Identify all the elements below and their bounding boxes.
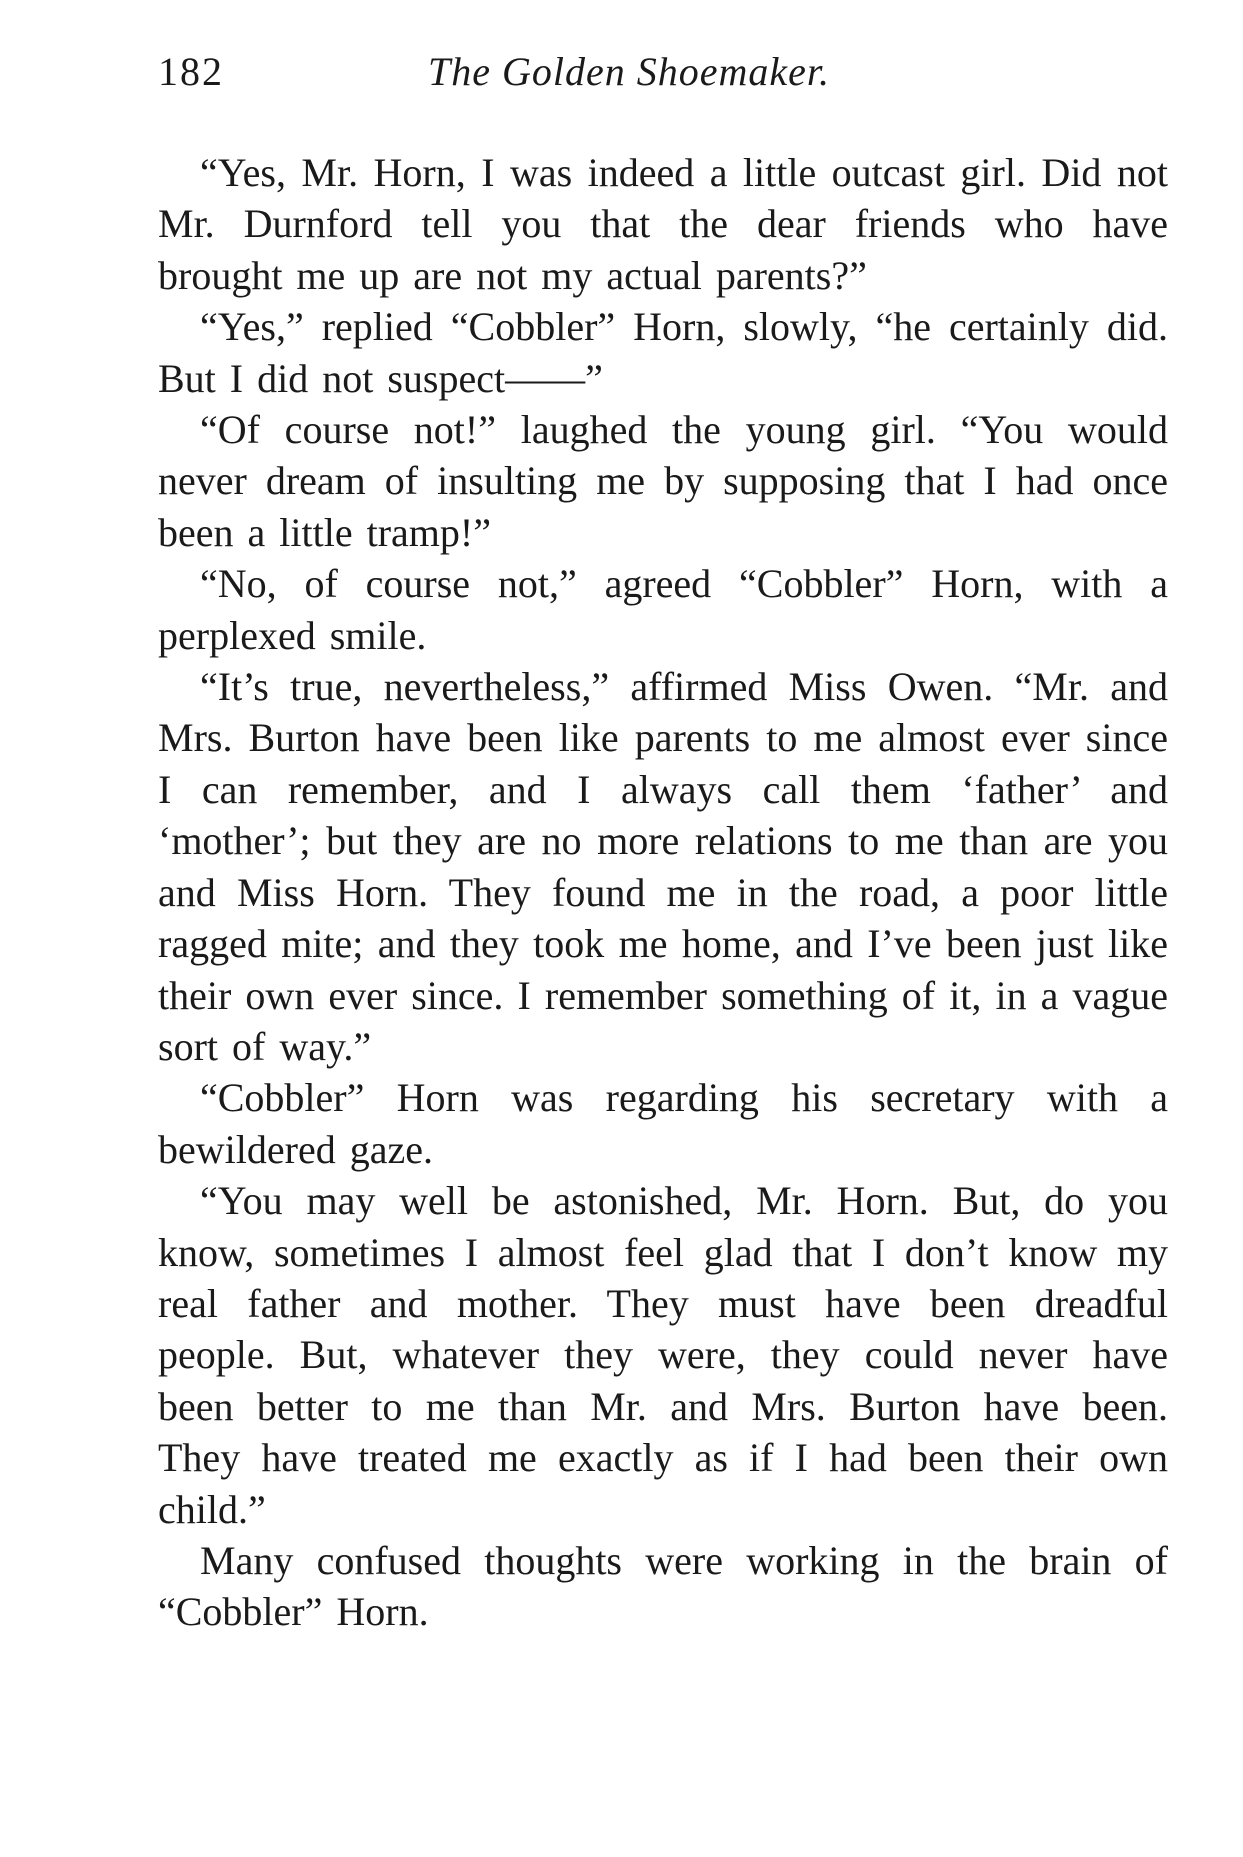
page-header — [158, 48, 1158, 108]
running-title: The Golden Shoemaker. — [428, 49, 831, 94]
paragraph: “It’s true, nevertheless,” affirmed Miss Owen. “Mr. and Mrs. Burton have been like parents to me almost ever since I can remember, and I always call them ‘father’ and ‘mother’; but they are no more relations to me than are you and Miss Horn. They found me in the road, a poor little ragged mite; and they took me home, and I’ve been just like their own ever since. I remember something of it, in a vague sort of way.” — [158, 664, 1168, 1069]
paragraph: “You may well be astonished, Mr. Horn. But, do you know, sometimes I almost feel glad that I don’t know my real father and mother. They must have been dreadful people. But, whatever they were, they could never have been better to me than Mr. and Mrs. Burton have been. They have treated me exactly as if I had been their own child.” — [158, 1178, 1168, 1532]
paragraph: “Cobbler” Horn was regarding his secretary with a bewildered gaze. — [158, 1075, 1168, 1172]
paragraph: “No, of course not,” agreed “Cobbler” Horn, with a perplexed smile. — [158, 561, 1168, 658]
paragraph: “Yes,” replied “Cobbler” Horn, slowly, “he certainly did. But I did not suspect——” — [158, 304, 1168, 401]
paragraph: “Yes, Mr. Horn, I was indeed a little outcast girl. Did not Mr. Durnford tell you that the dear friends who have brought me up are not my actual parents?” — [158, 150, 1168, 298]
body-text — [158, 147, 1168, 1638]
paragraph: Many confused thoughts were working in the brain of “Cobbler” Horn. — [158, 1537, 1168, 1635]
paragraph: “Of course not!” laughed the young girl. “You would never dream of insulting me by supposing that I had once been a little tramp!” — [158, 407, 1168, 555]
page-number: 182 — [158, 49, 224, 94]
